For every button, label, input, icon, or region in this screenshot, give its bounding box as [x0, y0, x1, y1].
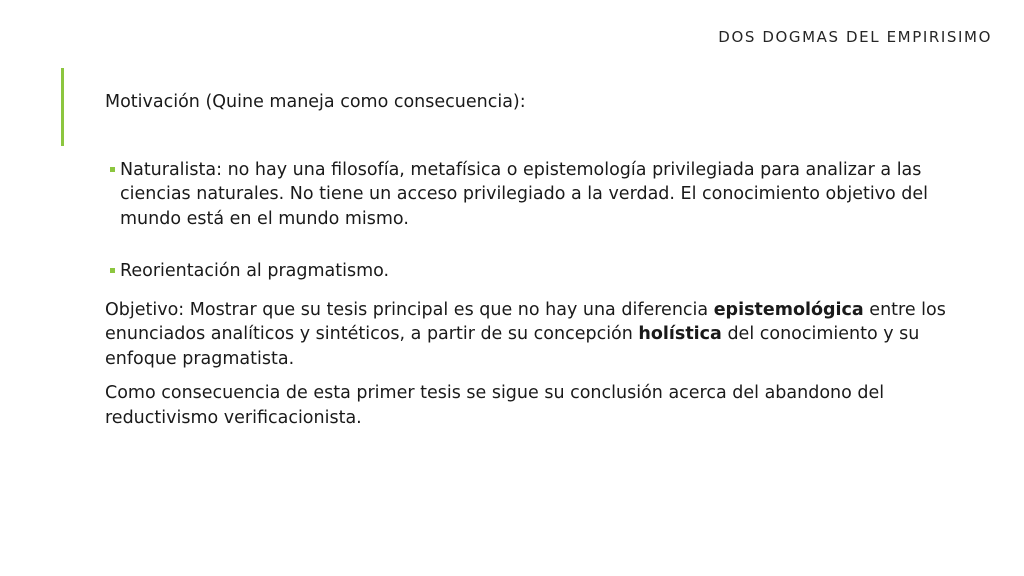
objective-text-3: del conocimiento y su enfoque pragmatista.: [105, 324, 920, 369]
bullet-square-icon: [110, 167, 115, 172]
objective-paragraph: [105, 298, 985, 372]
objective-text-2: entre los enunciados analíticos y sintéticos, a partir de su concepción: [105, 299, 946, 344]
bullet-text: Naturalista: no hay una filosofía, metafísica o epistemología privilegiada para analizar a las ciencias naturales. No tiene un acceso privilegiado a la verdad. El conocimiento objetivo del mundo está en el mundo mismo.: [120, 159, 929, 229]
slide-content: [105, 90, 985, 440]
bullet-item-pragmatismo: [105, 259, 985, 284]
conclusion-paragraph: Como consecuencia de esta primer tesis se sigue su conclusión acerca del abandono del reductivismo verificacionista.: [105, 383, 885, 428]
objective-bold-holistica: holística: [638, 324, 722, 344]
bullet-item-naturalista: [105, 158, 985, 232]
objective-bold-epistemologica: epistemológica: [713, 299, 864, 320]
objective-text-1: Objetivo: Mostrar que su tesis principal es que no hay una diferencia: [105, 299, 714, 320]
intro-text: Motivación (Quine maneja como consecuencia):: [105, 92, 526, 112]
accent-bar: [61, 68, 64, 146]
bullet-text: Reorientación al pragmatismo.: [120, 261, 390, 281]
bullet-square-icon: [110, 268, 115, 273]
bullet-list: [105, 158, 985, 284]
slide-title: DOS DOGMAS DEL EMPIRISIMO: [718, 28, 992, 46]
